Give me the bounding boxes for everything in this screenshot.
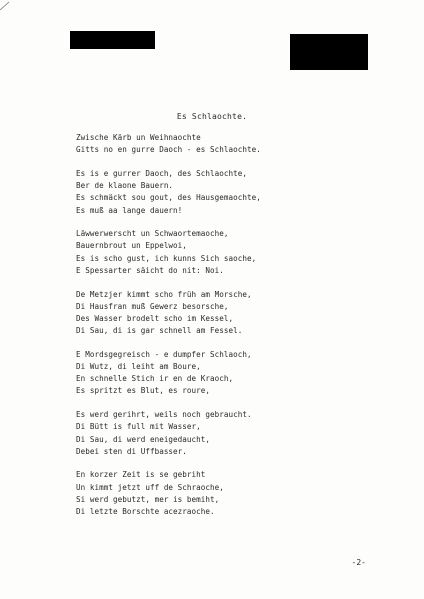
poem-line: Es is e gurrer Daoch, des Schlaochte, <box>76 168 248 178</box>
poem-stanza <box>76 168 376 217</box>
poem-line: Di Bütt is full mit Wasser, <box>76 422 201 432</box>
poem-title: Es Schlaochte. <box>176 112 248 121</box>
poem-body <box>76 132 376 530</box>
poem-line: Des Wasser brodelt scho im Kessel, <box>76 313 234 323</box>
poem-line: E Mordsgegreisch - e dumpfer Schlaoch, <box>76 349 252 359</box>
poem-stanza <box>76 289 376 338</box>
corner-mark-icon <box>0 0 12 12</box>
poem-line: De Metzjer kimmt scho früh am Morsche, <box>76 289 252 299</box>
poem-line: Un kimmt jetzt uff de Schraoche, <box>76 482 224 492</box>
poem-line: Si werd gebutzt, mer is bemiht, <box>76 494 220 504</box>
poem-stanza <box>76 409 376 458</box>
poem-line: E Spessarter säicht do nit: Noi. <box>76 265 224 275</box>
poem-line: Debei sten di Uffbasser. <box>76 446 187 456</box>
redaction-block-left <box>70 31 155 49</box>
poem-line: Zwische Kärb un Weihnaochte <box>76 133 201 142</box>
poem-stanza <box>76 228 376 277</box>
poem-line: Es is scho gust, ich kunns Sich saoche, <box>76 253 257 263</box>
poem-stanza <box>76 349 376 398</box>
poem-line: Läwwerwerscht un Schwaortemaoche, <box>76 229 229 239</box>
poem-line: En korzer Zeit is se gebriht <box>76 470 206 480</box>
poem-line: Di Sau, di werd eneigedaucht, <box>76 434 211 444</box>
poem-line: Es werd gerihrt, weils noch gebraucht. <box>76 410 252 420</box>
poem-line: Es schmäckt sou gout, des Hausgemaochte, <box>76 193 261 203</box>
poem-line: Di Hausfran muß Gewerz besorsche, <box>76 301 229 311</box>
poem-line: Bauernbrout un Eppelwoi, <box>76 241 187 251</box>
poem-stanza <box>76 132 376 156</box>
poem-line: Di letzte Borschte acezraoche. <box>76 507 215 517</box>
poem-line: En schnelle Stich ir en de Kraoch, <box>76 374 234 384</box>
poem-line: Es muß aa lange dauern! <box>76 205 183 215</box>
poem-line: Di Wutz, di leiht am Boure, <box>76 362 201 372</box>
poem-stanza <box>76 469 376 518</box>
poem-line: Ber de klaone Bauern. <box>76 181 174 191</box>
poem-line: Di Sau, di is gar schnell am Fessel. <box>76 326 243 336</box>
page-number: -2- <box>351 558 366 567</box>
poem-line: Gitts no en gurre Daoch - es Schlaochte. <box>76 145 261 155</box>
poem-line: Es spritzt es Blut, es roure, <box>76 386 211 396</box>
redaction-block-right <box>290 34 368 70</box>
